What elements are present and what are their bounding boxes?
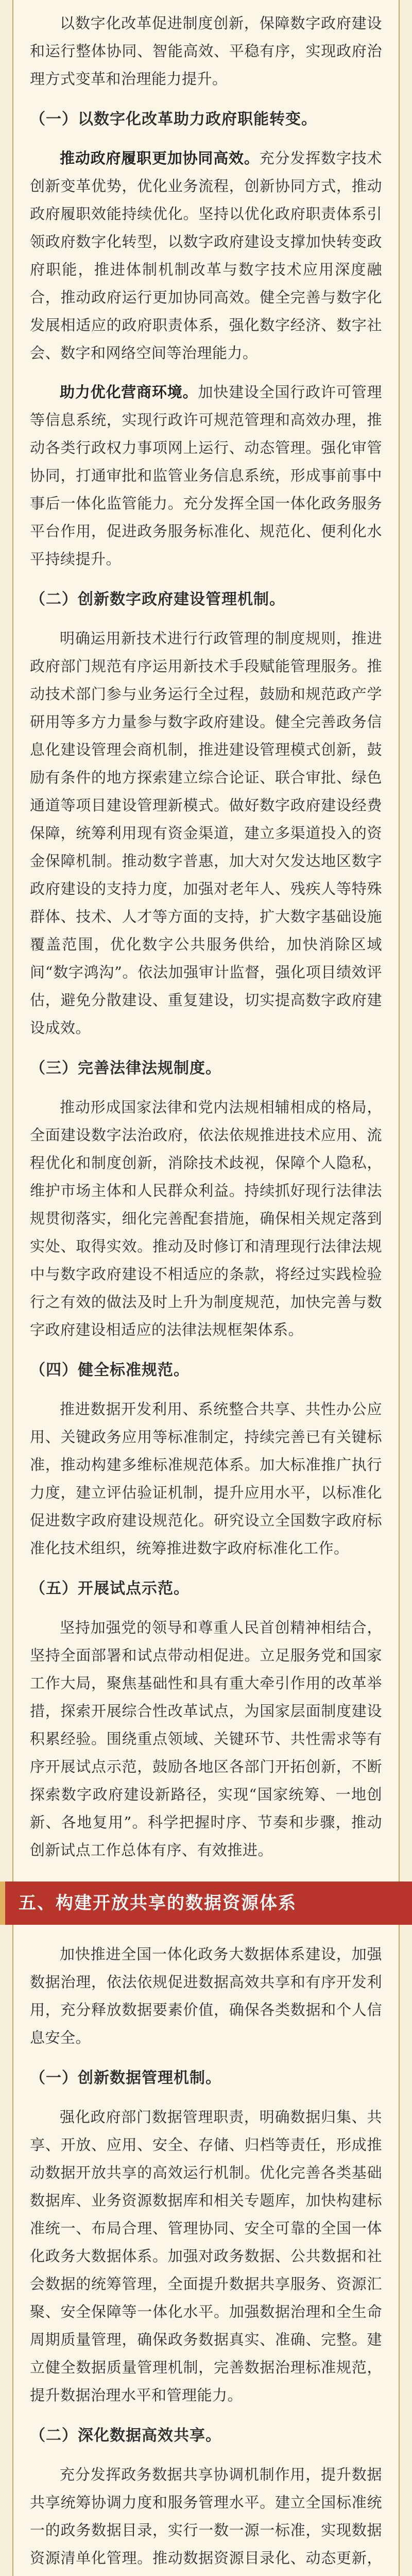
paragraph-4-1-1 [30, 144, 382, 367]
body-4-1-2: 加快建设全国行政许可管理等信息系统，实现行政许可规范管理和高效办理，推动各类行政权力事项网上运行、动态管理。强化审管协同，打通审批和监管业务信息系统，形成事前事中事后一体化监管能力。充分发挥全国一体化政务服务平台作用，促进政务服务标准化、规范化、便利化水平持续提升。 [30, 383, 382, 568]
heading-4-4: （四）健全标准规范。 [30, 1361, 190, 1379]
paragraph-5-1-1: 强化政府部门数据管理职责，明确数据归集、共享、开放、应用、安全、存储、归档等责任，形成推动数据开放共享的高效运行机制。优化完善各类基础数据库、业务资源数据库和相关专题库，加快构建标准统一、布局合理、管理协同、安全可靠的全国一体化政务大数据体系。加强对政务数据、公共数据和社会数据的统筹管理，全面提升数据共享服务、资源汇聚、安全保障等一体化水平。加强数据治理和全生命周期质量管理，确保政务数据真实、准确、完整。建立健全数据质量管理机制，完善数据治理标准规范，提升数据治理水平和管理能力。 [30, 2108, 382, 2404]
lead-4-1-1: 推动政府履职更加协同高效。 [60, 149, 260, 167]
section-5-banner: 五、构建开放共享的数据资源体系 [0, 1882, 412, 1925]
article-body [19, 0, 382, 2576]
paragraph-4-4-1: 推进数据开发利用、系统整合共享、共性办公应用、关键政务应用等标准制定，持续完善已有关键标准，推动构建多维标准规范体系。加大标准推广执行力度，建立评估验证机制，提升应用水平，以标准化促进数字政府建设规范化。研究设立全国数字政府标准化技术组织，统筹推进数字政府标准化工作。 [30, 1400, 382, 1557]
paragraph-5-2-1: 充分发挥政务数据共享协调机制作用，提升数据共享统筹协调力度和服务管理水平。建立全国标准统一的政务数据目录，实行一数一源一标准，实现数据资源清单化管理。推动数据资源目录化、动态更新， [30, 2466, 382, 2567]
heading-4-2: （二）创新数字政府建设管理机制。 [30, 590, 285, 608]
paragraph-4-5-1: 坚持加强党的领导和尊重人民首创精神相结合，坚持全面部署和试点带动相促进。立足服务党和国家工作大局，聚焦基础性和具有重大牵引作用的改革举措，探索开展综合性改革试点，为国家层面制度建设积累经验。围绕重点领域、关键环节、共性需求等有序开展试点示范，鼓励各地区各部门开拓创新，不断探索数字政府建设新路径，实现“国家统筹、一地创新、各地复用”。科学把握时序、节奏和步骤，推动创新试点工作总体有序、有效推进。 [30, 1619, 382, 1859]
heading-4-3: （三）完善法律法规制度。 [30, 1059, 221, 1077]
heading-5-2: （二）深化数据高效共享。 [30, 2427, 221, 2445]
paragraph-5-intro: 加快推进全国一体化政务大数据体系建设，加强数据治理，依法依规促进数据高效共享和有序开发利用，充分释放数据要素价值，确保各类数据和个人信息安全。 [30, 1945, 382, 2046]
intro-paragraph: 以数字化改革促进制度创新，保障数字政府建设和运行整体协同、智能高效、平稳有序，实现政府治理方式变革和治理能力提升。 [30, 14, 382, 88]
paragraph-4-1-2 [30, 378, 382, 573]
lead-4-1-2: 助力优化营商环境。 [60, 383, 198, 401]
paragraph-4-2-1: 明确运用新技术进行行政管理的制度规则，推进政府部门规范有序运用新技术手段赋能管理服务。推动技术部门参与业务运行全过程，鼓励和规范政产学研用等多方力量参与数字政府建设。健全完善政务信息化建设管理会商机制，推进建设管理模式创新，鼓励有条件的地方探索建立综合论证、联合审批、绿色通道等项目建设管理新模式。做好数字政府建设经费保障，统筹利用现有资金渠道，建立多渠道投入的资金保障机制。推动数字普惠，加大对欠发达地区数字政府建设的支持力度，加强对老年人、残疾人等特殊群体、技术、人才等方面的支持，扩大数字基础设施覆盖范围，优化数字公共服务供给，加快消除区域间“数字鸿沟”。依法加强审计监督，强化项目绩效评估，避免分散建设、重复建设，切实提高数字政府建设成效。 [30, 630, 382, 1037]
body-4-1-1: 充分发挥数字技术创新变革优势，优化业务流程，创新协同方式，推动政府履职效能持续优化。坚持以优化政府职责体系引领政府数字化转型，以数字政府建设支撑加快转变政府职能，推进体制机制改革与数字技术应用深度融合，推动政府运行更加协同高效。健全完善与数字化发展相适应的政府职责体系，强化数字经济、数字社会、数字和网络空间等治理能力。 [30, 149, 382, 362]
heading-4-1: （一）以数字化改革助力政府职能转变。 [30, 110, 317, 128]
paragraph-4-3-1: 推动形成国家法律和党内法规相辅相成的格局，全面建设数字法治政府，依法依规推进技术应用、流程优化和制度创新，消除技术歧视，保障个人隐私，维护市场主体和人民群众利益。持续抓好现行法律法规贯彻落实，细化完善配套措施，确保相关规定落到实处、取得实效。推动及时修订和清理现行法律法规中与数字政府建设不相适应的条款，将经过实践检验行之有效的做法及时上升为制度规范，加快完善与数字政府建设相适应的法律法规框架体系。 [30, 1098, 382, 1338]
heading-4-5: （五）开展试点示范。 [30, 1580, 190, 1598]
heading-5-1: （一）创新数据管理机制。 [30, 2069, 221, 2087]
